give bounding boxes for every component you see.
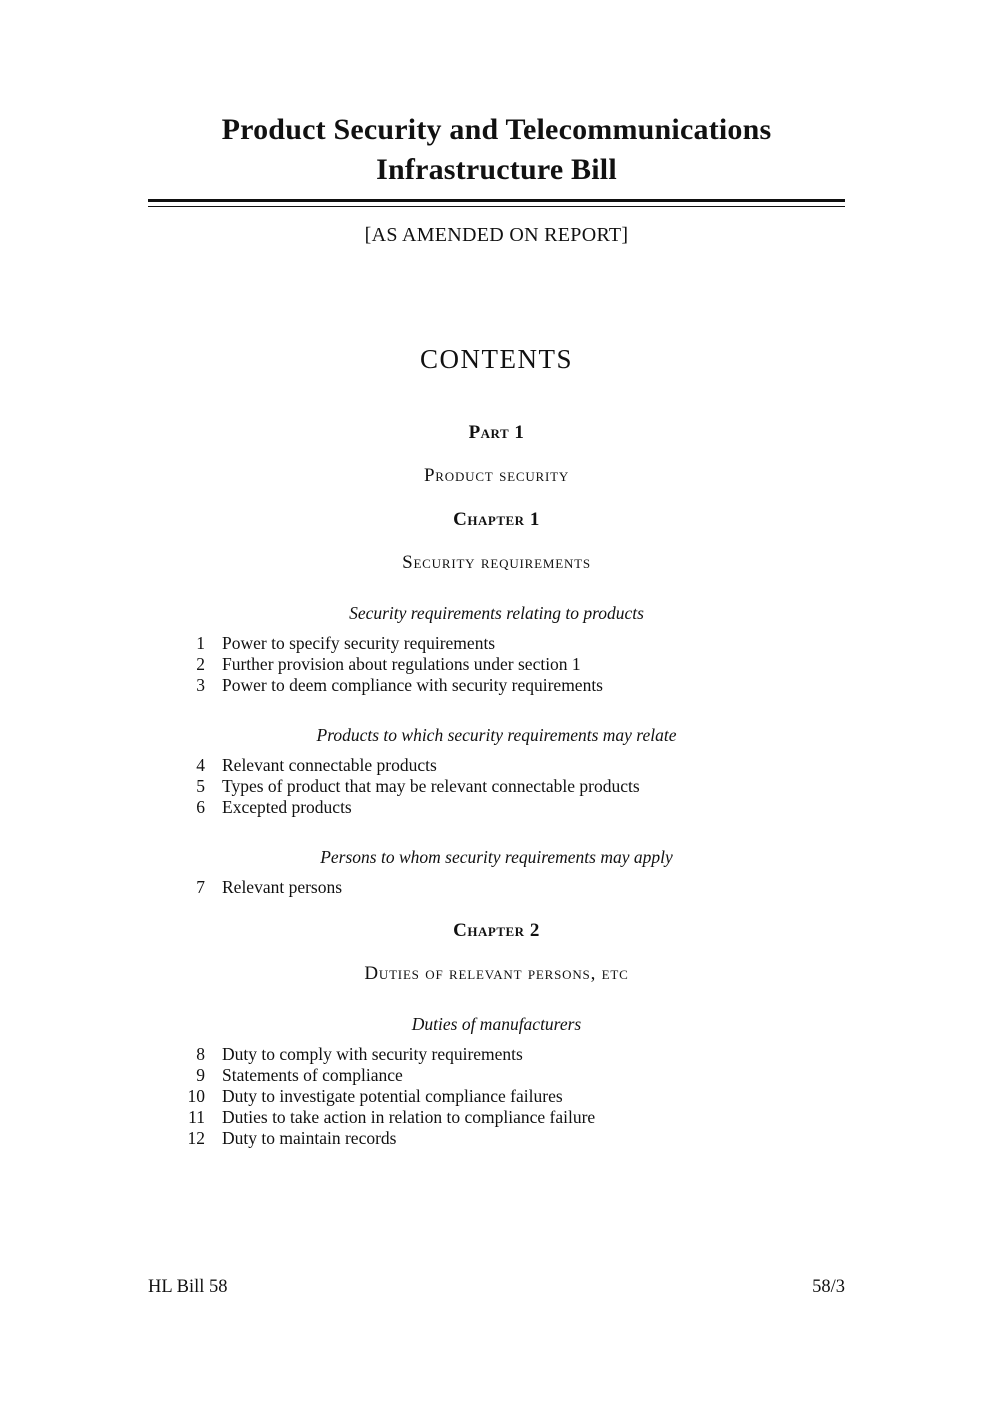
toc-entry	[148, 797, 845, 818]
toc-entry-title: Power to deem compliance with security requirements	[222, 675, 603, 695]
part-1-label: Part 1	[468, 422, 525, 443]
toc-entry	[148, 755, 845, 776]
part-1-subject: Product security	[423, 465, 570, 486]
crossheading-manufacturers: Duties of manufacturers	[411, 1014, 582, 1034]
toc-entry-title: Relevant persons	[222, 877, 343, 897]
chapter-1-subject: Security requirements	[402, 552, 591, 573]
toc-entry-title: Excepted products	[222, 797, 352, 817]
toc-entry-title: Relevant connectable products	[222, 755, 437, 775]
toc-entry-title: Types of product that may be relevant connectable products	[222, 776, 640, 796]
amended-note: [AS AMENDED ON REPORT]	[364, 224, 629, 246]
toc-entry-number: 10	[187, 1086, 205, 1106]
crossheading-products: Products to which security requirements may relate	[316, 725, 677, 745]
toc-entry-title: Duty to maintain records	[222, 1128, 397, 1148]
toc-entry-number: 3	[196, 675, 205, 695]
toc-list-2	[148, 755, 845, 818]
toc-entry	[148, 1128, 845, 1149]
toc-entry-title: Duties to take action in relation to compliance failure	[222, 1107, 596, 1127]
toc-entry-number: 8	[196, 1044, 205, 1064]
content-column	[148, 0, 845, 1149]
toc-entry-title: Statements of compliance	[222, 1065, 403, 1085]
toc-entry-number: 9	[196, 1065, 205, 1085]
bill-title-line1: Product Security and Telecommunications	[221, 113, 772, 146]
chapter-1-label: Chapter 1	[453, 509, 540, 530]
crossheading-persons: Persons to whom security requirements may apply	[320, 847, 673, 867]
page-footer	[148, 1277, 845, 1298]
bill-title-line2: Infrastructure Bill	[376, 153, 617, 186]
toc-entry	[148, 1107, 845, 1128]
toc-entry-title: Duty to comply with security requirements	[222, 1044, 523, 1064]
toc-entry-number: 11	[188, 1107, 205, 1127]
toc-entry-title: Power to specify security requirements	[222, 633, 496, 653]
toc-entry	[148, 654, 845, 675]
toc-entry-number: 12	[187, 1128, 205, 1148]
toc-entry	[148, 675, 845, 696]
toc-entry-number: 7	[196, 877, 205, 897]
crossheading-security-requirements: Security requirements relating to products	[349, 603, 644, 623]
toc-entry-title: Further provision about regulations under section 1	[222, 654, 581, 674]
bill-title	[148, 110, 845, 190]
toc-entry	[148, 1065, 845, 1086]
contents-heading: CONTENTS	[420, 344, 573, 374]
toc-entry	[148, 1044, 845, 1065]
toc-entry	[148, 877, 845, 898]
toc-list-4	[148, 1044, 845, 1149]
chapter-2-subject: Duties of relevant persons, etc	[364, 963, 629, 984]
toc-entry-number: 6	[196, 797, 205, 817]
toc-entry-number: 5	[196, 776, 205, 796]
toc-entry	[148, 776, 845, 797]
toc-list-3	[148, 877, 845, 898]
toc-list-1	[148, 633, 845, 696]
bill-number: HL Bill 58	[148, 1277, 228, 1297]
chapter-2-label: Chapter 2	[453, 920, 540, 941]
session-number: 58/3	[812, 1277, 845, 1297]
toc-entry-title: Duty to investigate potential compliance failures	[222, 1086, 563, 1106]
toc-entry-number: 4	[196, 755, 205, 775]
toc-entry-number: 1	[196, 633, 205, 653]
toc-entry-number: 2	[196, 654, 205, 674]
toc-entry	[148, 1086, 845, 1107]
title-double-rule	[148, 199, 845, 207]
toc-entry	[148, 633, 845, 654]
